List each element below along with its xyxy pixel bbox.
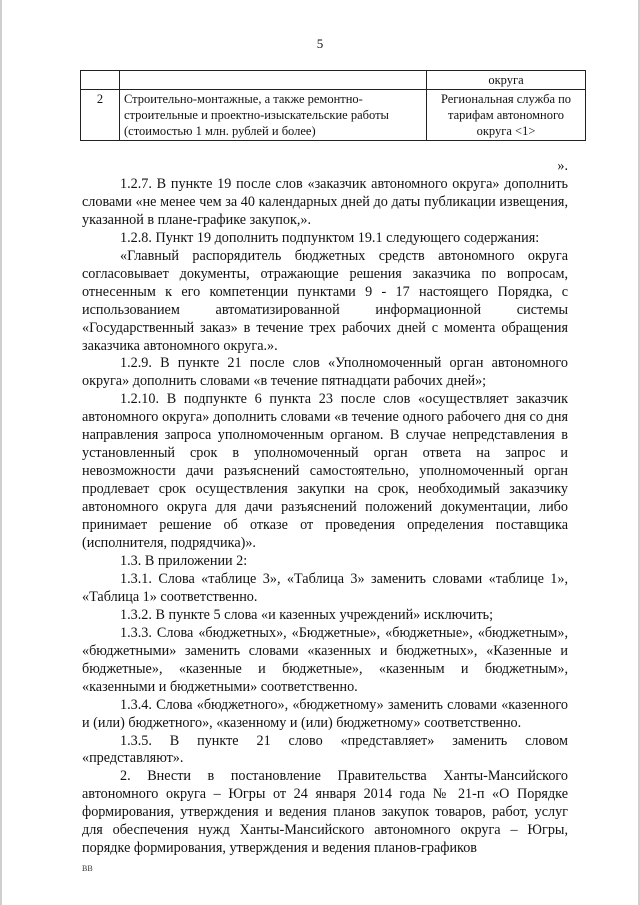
paragraph: 2. Внести в постановление Правительства Ханты-Мансийского автономного округа – Югры от 24 января 2014 года № 21-п «О Порядке формирования, утверждения и ведения планов закупок товаров, работ, услуг для обеспечения нужд Ханты-Мансийского автономного округа – Югры, порядке формирования, утверждения и ведения планов-графиков <box>82 768 568 857</box>
paragraph: 1.2.8. Пункт 19 дополнить подпунктом 19.1 следующего содержания: <box>120 229 540 246</box>
paragraph: 1.3.3. Слова «бюджетных», «Бюджетные», «бюджетные», «бюджетным», «бюджетными» заменить словами «казенных и бюджетных», «Казенные и бюджетные», «казенные и бюджетные», «казенным и бюджетным», «казенными и бюджетными» соответственно. <box>82 624 568 695</box>
page-left-edge <box>0 0 2 905</box>
paragraph: 1.3.5. В пункте 21 слово «представляет» заменить словом «представляют». <box>82 732 568 767</box>
table-row <box>81 90 586 141</box>
table-cell-org: Региональная служба по тарифам автономного округа <1> <box>427 90 586 141</box>
table-cell-num <box>81 71 120 90</box>
paragraph: 1.3.1. Слова «таблице 3», «Таблица 3» заменить словами «таблице 1», «Таблица 1» соответственно. <box>82 570 568 605</box>
paragraph: 1.3. В приложении 2: <box>120 552 248 569</box>
table-cell-work <box>120 71 427 90</box>
page-number: 5 <box>316 36 324 51</box>
paragraph: 1.3.2. В пункте 5 слова «и казенных учреждений» исключить; <box>120 606 494 623</box>
paragraph: 1.2.9. В пункте 21 после слов «Уполномоченный орган автономного округа» дополнить словами «в течение пятнадцати рабочих дней»; <box>82 355 568 390</box>
table-cell-org: округа <box>427 71 586 90</box>
table-closing-quote: ». <box>557 158 568 174</box>
paragraph: «Главный распорядитель бюджетных средств автономного округа согласовывает документы, отражающие решения заказчика по вопросам, отнесенным к его компетенции пунктами 9 - 17 настоящего Порядка, с использованием автоматизированной информационной системы «Государственный заказ» в течение трех рабочих дней с момента обращения заказчика автономного округа.». <box>82 247 568 354</box>
paragraph: 1.2.7. В пункте 19 после слов «заказчик автономного округа» дополнить словами «не менее чем за 40 календарных дней до даты публикации извещения, указанной в плане-графике закупок,». <box>82 175 568 228</box>
table-cell-num: 2 <box>81 90 120 141</box>
paragraph: 1.3.4. Слова «бюджетного», «бюджетному» заменить словами «казенного и (или) бюджетного», «казенному и (или) бюджетному» соответственно. <box>82 696 568 731</box>
table-row <box>81 71 586 90</box>
paragraph: 1.2.10. В подпункте 6 пункта 23 после слов «осуществляет заказчик автономного округа» дополнить словами «в течение одного рабочего дня со дня направления запроса уполномоченным органом. В случае непредставления в установленный срок в уполномоченный орган ответа на запрос и невозможности дачи разъяснений самостоятельно, уполномоченный орган продлевает срок осуществления закупки на срок, необходимый заказчику автономного округа для дачи разъяснений положений документации, либо принимает решение об отказе от проведения определения поставщика (исполнителя, подрядчика)». <box>82 391 568 552</box>
contract-table <box>80 70 586 141</box>
footer-mark: ВВ <box>82 864 93 873</box>
document-body <box>82 160 568 858</box>
table-cell-work: Строительно-монтажные, а также ремонтно-строительные и проектно-изыскательские работы (стоимостью 1 млн. рублей и более) <box>120 90 427 141</box>
